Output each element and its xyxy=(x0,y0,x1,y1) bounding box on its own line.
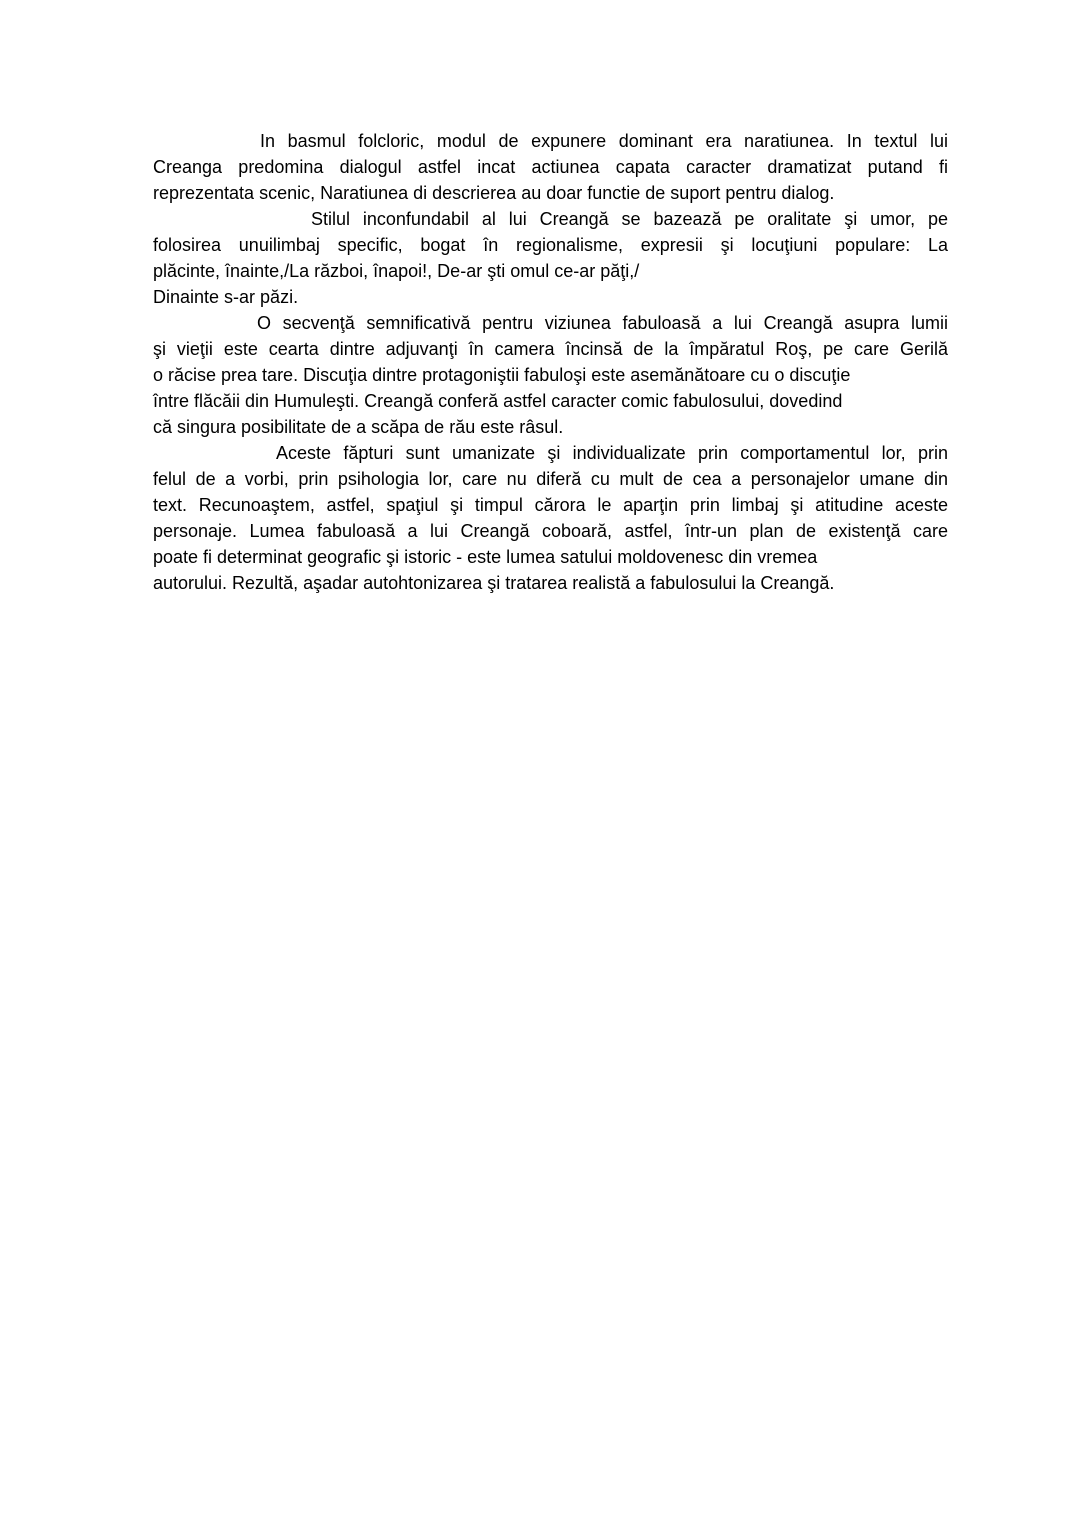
paragraph-2-line-4: Dinainte s-ar păzi. xyxy=(153,287,299,307)
paragraph-4-line-3: text. Recunoaştem, astfel, spaţiul şi timpul cărora le aparţin prin limbaj şi atitudine aceste xyxy=(153,495,948,515)
paragraph-3-line-1: O secvenţă semnificativă pentru viziunea fabuloasă a lui Creangă asupra lumii xyxy=(257,313,948,333)
paragraph-4-line-5: poate fi determinat geografic şi istoric - este lumea satului moldovenesc din vremea xyxy=(153,547,818,567)
document-body xyxy=(153,128,948,596)
paragraph-4-line-1: Aceste făpturi sunt umanizate şi individualizate prin comportamentul lor, prin xyxy=(276,443,948,463)
paragraph-2-line-3: plăcinte, înainte,/La război, înapoi!, De-ar şti omul ce-ar păţi,/ xyxy=(153,261,640,281)
paragraph-4-line-6: autorului. Rezultă, aşadar autohtonizarea şi tratarea realistă a fabulosului la Creangă. xyxy=(153,573,835,593)
paragraph-3-line-4: între flăcăii din Humuleşti. Creangă conferă astfel caracter comic fabulosului, dovedind xyxy=(153,391,843,411)
paragraph-1-line-1: In basmul folcloric, modul de expunere dominant era naratiunea. In textul lui xyxy=(260,131,948,151)
paragraph-4-line-4: personaje. Lumea fabuloasă a lui Creangă coboară, astfel, într-un plan de existenţă care xyxy=(153,521,948,541)
paragraph-3-line-5: că singura posibilitate de a scăpa de rău este râsul. xyxy=(153,417,564,437)
paragraph-3-line-2: şi vieţii este cearta dintre adjuvanţi în camera încinsă de la împăratul Roş, pe care Gerilă xyxy=(153,339,948,359)
paragraph-3-line-3: o răcise prea tare. Discuţia dintre protagoniştii fabuloşi este asemănătoare cu o discuţie xyxy=(153,365,851,385)
paragraph-4-line-2: felul de a vorbi, prin psihologia lor, care nu diferă cu mult de cea a personajelor umane din xyxy=(153,469,948,489)
paragraph-1-line-3: reprezentata scenic, Naratiunea di descrierea au doar functie de suport pentru dialog. xyxy=(153,183,835,203)
paragraph-2-line-1: Stilul inconfundabil al lui Creangă se bazează pe oralitate şi umor, pe xyxy=(311,209,948,229)
paragraph-1-line-2: Creanga predomina dialogul astfel incat actiunea capata caracter dramatizat putand fi xyxy=(153,157,948,177)
paragraph-2-line-2: folosirea unuilimbaj specific, bogat în regionalisme, expresii şi locuţiuni populare: La xyxy=(153,235,948,255)
